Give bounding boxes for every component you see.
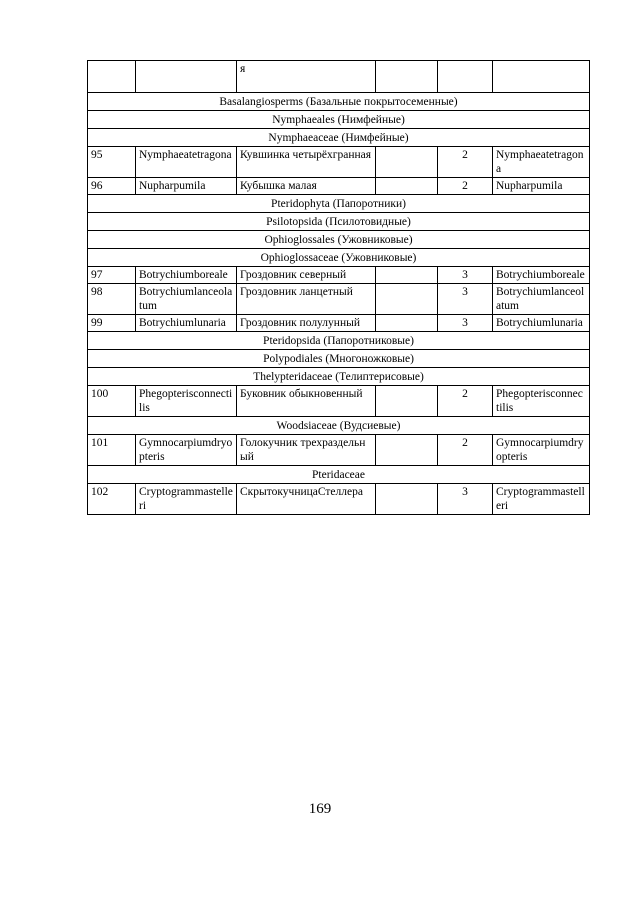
cell-empty [376,267,438,284]
group-row [88,231,590,249]
cell-latin-name: Cryptogrammastelleri [136,484,237,515]
group-row [88,195,590,213]
cell-russian-name: Голокучник трехраздельный [237,435,376,466]
cell-number: 97 [88,267,136,284]
cell-number: 98 [88,284,136,315]
group-row [88,213,590,231]
cell-russian-name: Гроздовник северный [237,267,376,284]
cell-russian-name: Гроздовник ланцетный [237,284,376,315]
group-heading: Basalangiosperms (Базальные покрытосеменные) [88,93,590,111]
cell-latin-name: Nymphaeatetragona [136,147,237,178]
cell-empty [376,147,438,178]
cell-number: 100 [88,386,136,417]
group-heading: Nymphaeales (Нимфейные) [88,111,590,129]
group-heading: Woodsiaceae (Вудсиевые) [88,417,590,435]
cell-latin-name-copy: Phegopterisconnectilis [493,386,590,417]
table-body [88,61,590,515]
cell-russian-name: Кубышка малая [237,178,376,195]
cell-latin-name [136,61,237,93]
group-heading: Pteridophyta (Папоротники) [88,195,590,213]
cell-russian-name: я [237,61,376,93]
cell-russian-name: Гроздовник полулунный [237,315,376,332]
cell-score: 3 [438,284,493,315]
cell-score: 2 [438,386,493,417]
page-number: 169 [308,801,332,817]
cell-score: 3 [438,484,493,515]
cell-latin-name: Botrychiumboreale [136,267,237,284]
cell-number: 96 [88,178,136,195]
cell-russian-name: Буковник обыкновенный [237,386,376,417]
cell-latin-name-copy: Cryptogrammastelleri [493,484,590,515]
group-heading: Ophioglossaceae (Ужовниковые) [88,249,590,267]
cell-empty [376,178,438,195]
cell-empty [376,435,438,466]
group-heading: Ophioglossales (Ужовниковые) [88,231,590,249]
cell-number: 95 [88,147,136,178]
cell-score: 2 [438,435,493,466]
table-row [88,267,590,284]
cell-score: 2 [438,147,493,178]
cell-latin-name-copy: Nupharpumila [493,178,590,195]
group-row [88,368,590,386]
cell-latin-name-copy: Nymphaeatetragona [493,147,590,178]
group-row [88,129,590,147]
cell-empty [376,386,438,417]
cell-empty [376,284,438,315]
cell-latin-name-copy: Botrychiumlanceolatum [493,284,590,315]
table-row [88,386,590,417]
group-row [88,466,590,484]
cell-latin-name: Gymnocarpiumdryopteris [136,435,237,466]
group-heading: Pteridopsida (Папоротниковые) [88,332,590,350]
group-heading: Psilotopsida (Псилотовидные) [88,213,590,231]
cell-latin-name: Botrychiumlanceolatum [136,284,237,315]
table-row [88,284,590,315]
cell-number: 101 [88,435,136,466]
group-row [88,249,590,267]
group-heading: Thelypteridaceae (Телиптерисовые) [88,368,590,386]
group-row [88,417,590,435]
table-row [88,61,590,93]
table-row [88,315,590,332]
table-row [88,484,590,515]
group-heading: Polypodiales (Многоножковые) [88,350,590,368]
cell-latin-name-copy: Botrychiumboreale [493,267,590,284]
cell-number [88,61,136,93]
cell-latin-name: Nupharpumila [136,178,237,195]
cell-number: 99 [88,315,136,332]
group-row [88,332,590,350]
cell-russian-name: Кувшинка четырёхгранная [237,147,376,178]
cell-empty [376,61,438,93]
cell-number: 102 [88,484,136,515]
cell-score: 3 [438,315,493,332]
species-table [87,60,590,515]
cell-latin-name-copy: Botrychiumlunaria [493,315,590,332]
cell-empty [376,315,438,332]
group-row [88,93,590,111]
cell-latin-name-copy [493,61,590,93]
cell-latin-name: Botrychiumlunaria [136,315,237,332]
cell-russian-name: СкрытокучницаСтеллера [237,484,376,515]
table-row [88,435,590,466]
cell-empty [376,484,438,515]
cell-score [438,61,493,93]
cell-latin-name-copy: Gymnocarpiumdryopteris [493,435,590,466]
group-row [88,350,590,368]
cell-score: 2 [438,178,493,195]
group-heading: Nymphaeaceae (Нимфейные) [88,129,590,147]
table-row [88,178,590,195]
group-row [88,111,590,129]
cell-latin-name: Phegopterisconnectilis [136,386,237,417]
table-row [88,147,590,178]
cell-score: 3 [438,267,493,284]
group-heading: Pteridaceae [88,466,590,484]
